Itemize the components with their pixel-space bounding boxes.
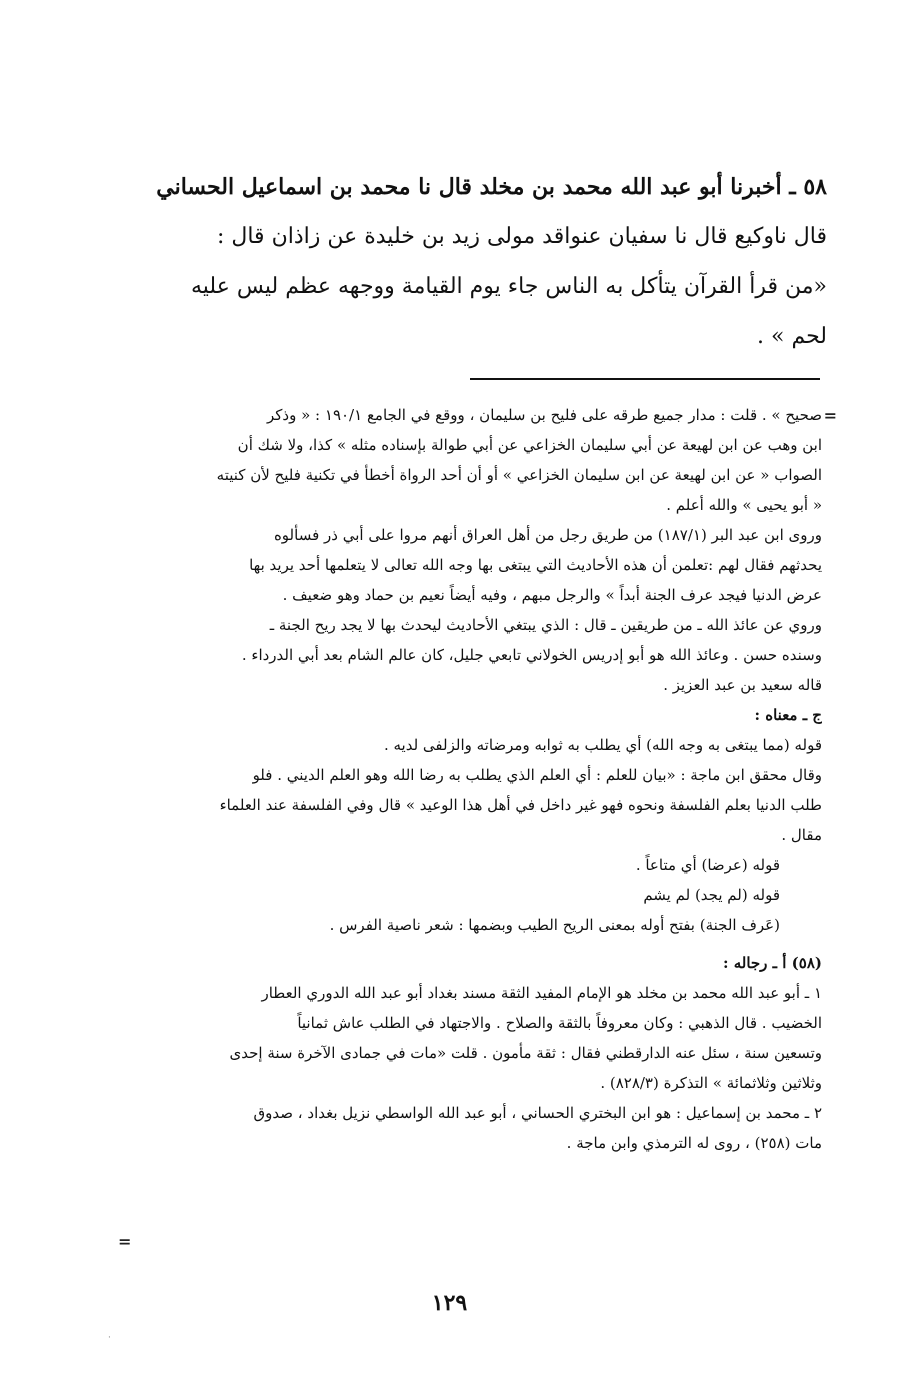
note-line: « أبو يحيى » والله أعلم . xyxy=(666,496,822,514)
note-line: عرض الدنيا فيجد عرف الجنة أبداً » والرجل مبهم ، وفيه أيضاً نعيم بن حماد وهو ضعيف . xyxy=(282,586,822,604)
section-heading-meaning: ج ـ معناه : xyxy=(754,706,822,724)
footnote-separator xyxy=(470,378,820,380)
note-line: ١ ـ أبو عبد الله محمد بن مخلد هو الإمام المفيد الثقة مسند بغداد أبو عبد الله الدوري العطار xyxy=(261,984,822,1002)
hadith-line-isnad-1: ٥٨ ـ أخبرنا أبو عبد الله محمد بن مخلد قال نا محمد بن اسماعيل الحساني xyxy=(156,174,827,200)
note-line: ابن وهب عن ابن لهيعة عن أبي سليمان الخزاعي عن أبي طوالة بإسناده مثله » كذا، ولا شك أن xyxy=(237,436,822,454)
hadith-line-isnad-2: قال ناوكيع قال نا سفيان عنواقد مولى زيد بن خليدة عن زاذان قال : xyxy=(216,224,827,249)
hadith-text xyxy=(112,162,827,362)
footnotes xyxy=(110,400,822,1158)
hadith-line-matn-2: لحم » . xyxy=(757,324,827,349)
note-line: قوله (لم يجد) لم يشم xyxy=(643,886,780,904)
page-number: ١٢٩ xyxy=(431,1290,468,1316)
note-line: وسنده حسن . وعائذ الله هو أبو إدريس الخولاني تابعي جليل، كان عالم الشام بعد أبي الدرداء . xyxy=(241,646,822,664)
note-line: قوله (مما يبتغى به وجه الله) أي يطلب به ثوابه ومرضاته والزلفى لديه . xyxy=(383,736,822,754)
scan-speck: · xyxy=(108,1333,111,1343)
continuation-mark-top: = xyxy=(823,406,837,425)
note-line: وتسعين سنة ، سئل عنه الدارقطني فقال : ثقة مأمون . قلت «مات في جمادى الآخرة سنة إحدى xyxy=(229,1044,822,1062)
hadith-line-matn-1: «من قرأ القرآن يتأكل به الناس جاء يوم القيامة ووجهه عظم ليس عليه xyxy=(190,274,827,299)
note-line: يحدثهم فقال لهم :تعلمن أن هذه الأحاديث التي يبتغى بها وجه الله تعالى لا يتعلمها أحد يريد بها xyxy=(249,556,822,574)
note-line: مات (٢٥٨) ، روى له الترمذي وابن ماجة . xyxy=(566,1134,822,1152)
note-line: مقال . xyxy=(781,826,822,844)
note-line: ٢ ـ محمد بن إسماعيل : هو ابن البختري الحساني ، أبو عبد الله الواسطي نزيل بغداد ، صدوق xyxy=(253,1104,822,1122)
note-line: الخضيب . قال الذهبي : وكان معروفاً بالثقة والصلاح . والاجتهاد في الطلب عاش ثمانياً xyxy=(297,1014,822,1032)
note-line: وثلاثين وثلاثمائة » التذكرة (٨٢٨/٣) . xyxy=(600,1074,822,1092)
spacer xyxy=(110,940,822,948)
section-heading-narrators: (٥٨) أ ـ رجاله : xyxy=(722,954,822,972)
note-line: وروى ابن عبد البر (١٨٧/١) من طريق رجل من أهل العراق أنهم مروا على أبي ذر فسألوه xyxy=(273,526,822,544)
note-line: الصواب « عن ابن لهيعة عن ابن سليمان الخزاعي » أو أن أحد الرواة أخطأ في تكنية فليح لأن كنيته xyxy=(216,466,822,484)
note-line: قاله سعيد بن عبد العزيز . xyxy=(663,676,822,694)
note-line: (عَرف الجنة) بفتح أوله بمعنى الريح الطيب وبضمها : شعر ناصية الفرس . xyxy=(329,916,780,934)
note-line: وروي عن عائذ الله ـ من طريقين ـ قال : الذي يبتغي الأحاديث ليحدث بها لا يجد ريح الجنة ـ xyxy=(269,616,822,634)
continuation-mark-bottom: = xyxy=(118,1232,132,1251)
note-line: صحيح » . قلت : مدار جميع طرقه على فليح بن سليمان ، ووقع في الجامع ١٩٠/١ : « وذكر xyxy=(267,406,822,424)
note-line: وقال محقق ابن ماجة : «بيان للعلم : أي العلم الذي يطلب به رضا الله وهو العلم الديني . فلو xyxy=(252,766,822,784)
note-line: قوله (عرضا) أي متاعاً . xyxy=(635,856,780,874)
note-line: طلب الدنيا بعلم الفلسفة ونحوه فهو غير داخل في أهل هذا الوعيد » قال وفي الفلسفة عند العلماء xyxy=(219,796,822,814)
